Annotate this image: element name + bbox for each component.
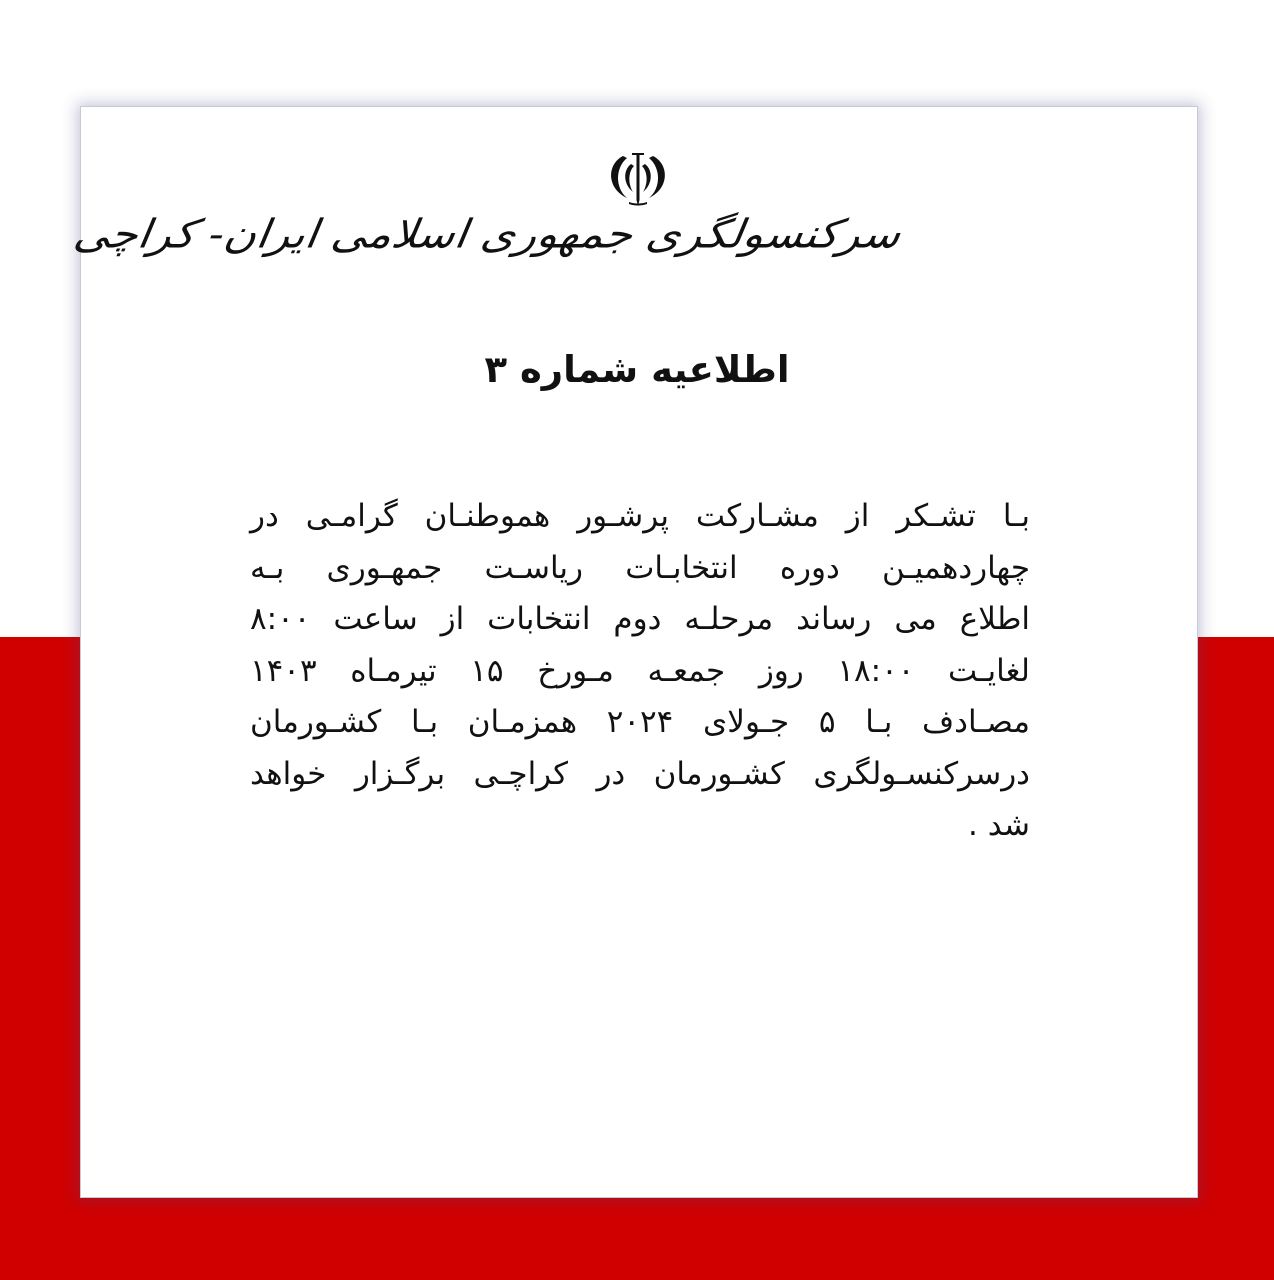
notice-line: مصـادف بـا ۵ جـولای ۲۰۲۴ همزمـان بـا کشـورمان [250, 704, 1030, 740]
notice-line: شد . [968, 807, 1030, 843]
notice-title: اطلاعیه شماره ۳ [484, 348, 790, 391]
notice-line: لغایـت ۱۸:۰۰ روز جمعـه مـورخ ۱۵ تیرمـاه ۱۴۰۳ [250, 652, 1030, 689]
consulate-letterhead: سرکنسولگری جمهوری اسلامی ایران- کراچی [70, 211, 904, 258]
notice-body [250, 491, 1030, 852]
notice-line: درسرکنسـولگری کشـورمان در کراچـی برگـزار خواهد [250, 755, 1030, 792]
notice-line: اطلاع می رساند مرحلـه دوم انتخابات از ساعت ۸:۰۰ [250, 601, 1030, 637]
notice-line: بـا تشـکر از مشـارکت پرشـور هموطنـان گرامـی در [250, 498, 1030, 534]
notice-line: چهاردهمیـن دوره انتخابـات ریاسـت جمهـوری بـه [250, 549, 1030, 586]
